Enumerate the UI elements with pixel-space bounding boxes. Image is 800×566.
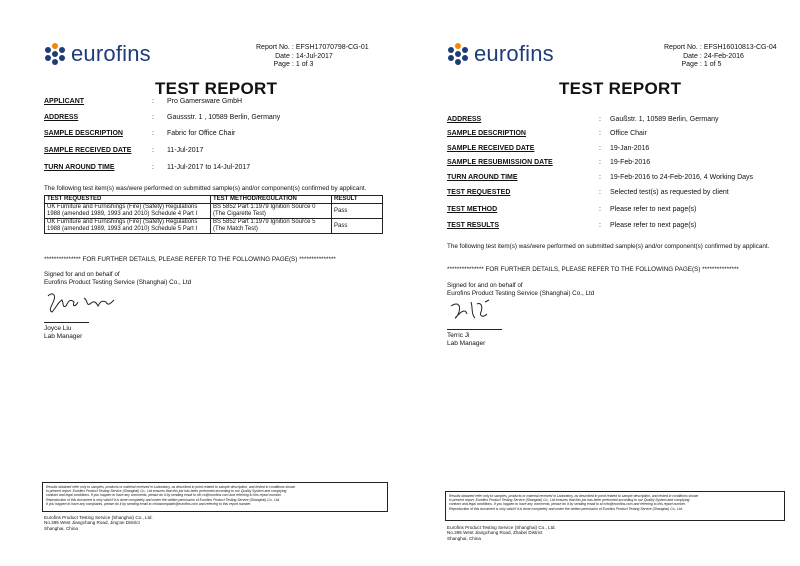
- field-label: TEST METHOD: [447, 206, 498, 213]
- intro-text: The following test item(s) was/were performed on submitted sample(s) and/or component(s) confirmed by applicant.: [44, 185, 367, 192]
- field-label: ADDRESS: [447, 116, 482, 123]
- field-label: ADDRESS: [44, 114, 79, 121]
- report-meta: Report No. : EFSH16010813-CG-04 Date : 24-Feb-2016 Page : 1 of 5: [664, 44, 777, 68]
- field-label: TURN AROUND TIME: [44, 164, 115, 171]
- eurofins-logo: [44, 42, 151, 66]
- field-value: Please refer to next page(s): [610, 206, 697, 213]
- signed-on-behalf: Signed for and on behalf of Eurofins Product Testing Service (Shanghai) Co., Ltd: [44, 271, 192, 286]
- signature-line: [447, 329, 502, 330]
- field-sample-received-date: SAMPLE RECEIVED DATE : 19-Jan-2016: [447, 145, 650, 152]
- field-value: 19-Jan-2016: [610, 145, 650, 152]
- page-number: 1 of 3: [295, 61, 314, 68]
- field-sample-description: SAMPLE DESCRIPTION : Fabric for Office Chair: [44, 130, 236, 137]
- date-label: Date: [683, 52, 698, 60]
- field-test-method: TEST METHOD : Please refer to next page(s): [447, 206, 697, 213]
- signature-image: [44, 288, 124, 318]
- result-cell: Pass: [332, 219, 383, 234]
- column-header: TEST REQUESTED: [45, 196, 211, 204]
- signer-block: [447, 332, 485, 348]
- signer-name: Terric Ji: [447, 332, 470, 339]
- test-method-cell: BS 5852 Part 1:1979 Ignition Source 0 (The Cigarette Test): [211, 204, 332, 219]
- test-method-cell: BS 5852 Part 1:1979 Ignition Source 5 (The Match Test): [211, 219, 332, 234]
- field-sample-received-date: SAMPLE RECEIVED DATE : 11-Jul-2017: [44, 147, 204, 154]
- company-address: Eurofins Product Testing Service (Shanghai) Co., Ltd. No.395 West Jiangchang Road, Zhabei District Shanghai, China: [447, 525, 556, 541]
- field-value: 19-Feb-2016 to 24-Feb-2016, 4 Working Days: [610, 174, 754, 181]
- report-title: TEST REPORT: [559, 79, 682, 98]
- test-requested-cell: UK Furniture and Furnishings (Fire) (Safety) Regulations 1988 (amended 1989, 1993 and 2010) Schedule 5 Part I: [45, 219, 211, 234]
- eurofins-logo-icon: [447, 43, 469, 65]
- eurofins-logo-icon: [44, 43, 66, 65]
- page-label: Page: [273, 61, 290, 68]
- field-label: SAMPLE DESCRIPTION: [447, 130, 526, 137]
- field-test-requested: TEST REQUESTED : Selected test(s) as requested by client: [447, 189, 729, 196]
- test-requested-cell: UK Furniture and Furnishings (Fire) (Safety) Regulations 1988 (amended 1989, 1993 and 2010) Schedule 4 Part I: [45, 204, 211, 219]
- field-value: Office Chair: [610, 130, 647, 137]
- report-no-label: Report No.: [664, 44, 698, 51]
- table-row: [45, 219, 383, 234]
- result-cell: Pass: [332, 204, 383, 219]
- signature-line: [44, 322, 89, 323]
- field-sample-resubmission-date: SAMPLE RESUBMISSION DATE : 19-Feb-2016: [447, 159, 651, 166]
- field-address: ADDRESS : Gaussstr. 1 , 10589 Berlin, Germany: [44, 114, 281, 121]
- field-sample-description: SAMPLE DESCRIPTION : Office Chair: [447, 130, 647, 137]
- company-address: Eurofins Product Testing Service (Shanghai) Co., Ltd. No.395 West Jiangchang Road, Jing'an District Shanghai, China: [44, 515, 153, 531]
- column-header: RESULT: [332, 196, 383, 204]
- signer-title: Lab Manager: [44, 333, 83, 340]
- field-value: Gaussstr. 1 , 10589 Berlin, Germany: [167, 114, 281, 121]
- disclaimer-box: Results obtained refer only to samples, products or material received in Laboratory, as described in point related to sample description, and tested in conditions shown in present report. Eurofins Product Testing Service (Shanghai) Co., Ltd ensures that this job has been performed according to our Quality System and complying contract and legal conditions. If you happen to have any comments, please do it by sending email to sh.info@eurofins.com and referring to this report number. Reproduction of this document is only valid if it is done completely and under the written permission of Eurofins Product Testing Service (Shanghai) Co., Ltd.: [445, 491, 785, 521]
- field-value: Gaußstr. 1, 10589 Berlin, Germany: [610, 116, 719, 123]
- field-turn-around-time: TURN AROUND TIME : 11-Jul-2017 to 14-Jul-2017: [44, 164, 251, 171]
- date-label: Date: [275, 52, 290, 60]
- field-value: Selected test(s) as requested by client: [610, 189, 729, 196]
- report-no-label: Report No.: [256, 44, 290, 51]
- field-value: Pro Gamersware GmbH: [167, 98, 243, 105]
- further-details-note: *************** FOR FURTHER DETAILS, PLEASE REFER TO THE FOLLOWING PAGE(S) ***************: [44, 256, 336, 263]
- field-label: SAMPLE RECEIVED DATE: [44, 147, 132, 154]
- report-no: EFSH16010813-CG-04: [703, 44, 777, 51]
- field-label: APPLICANT: [44, 98, 85, 105]
- report-date: 14-Jul-2017: [295, 52, 333, 60]
- field-value: Fabric for Office Chair: [167, 130, 236, 137]
- test-report-page-2: [400, 0, 800, 566]
- eurofins-logo: [447, 42, 554, 66]
- field-test-results: TEST RESULTS : Please refer to next page(s): [447, 222, 697, 229]
- signer-block: [44, 325, 82, 341]
- field-label: TEST REQUESTED: [447, 189, 511, 196]
- report-title: TEST REPORT: [155, 79, 278, 98]
- results-table: [44, 195, 383, 234]
- field-value: 11-Jul-2017 to 14-Jul-2017: [167, 164, 251, 171]
- intro-text: The following test item(s) was/were performed on submitted sample(s) and/or component(s) confirmed by applicant.: [447, 243, 770, 250]
- field-turn-around-time: TURN AROUND TIME : 19-Feb-2016 to 24-Feb-2016, 4 Working Days: [447, 174, 754, 181]
- signature-image: [447, 296, 507, 324]
- signed-on-behalf: Signed for and on behalf of Eurofins Product Testing Service (Shanghai) Co., Ltd: [447, 282, 595, 297]
- column-header: TEST METHOD/REGULATION: [211, 196, 332, 204]
- further-details-note: *************** FOR FURTHER DETAILS, PLEASE REFER TO THE FOLLOWING PAGE(S) ***************: [447, 266, 739, 273]
- field-label: SAMPLE RECEIVED DATE: [447, 145, 535, 152]
- field-label: TURN AROUND TIME: [447, 174, 518, 181]
- page-label: Page: [681, 61, 698, 68]
- eurofins-wordmark: eurofins: [71, 41, 151, 66]
- signer-title: Lab Manager: [447, 340, 486, 347]
- field-value: 11-Jul-2017: [167, 147, 204, 154]
- disclaimer-box: Results obtained refer only to samples, products or material received in Laboratory, as described in point related to sample description, and tested in conditions shown in present report. Eurofins Product Testing Service (Shanghai) Co., Ltd ensures that this job has been performed according to our Quality System and complying contract and legal conditions. If you happen to have any comments, please do it by sending email to cth.cs@eurofins.com and referring to this report number. Reproduction of this document is only valid if it is done completely and under the written permission of Eurofins Product Testing Service (Shanghai) Co., Ltd. If you happen to have any complaints, please do it by sending email to chinacomplaint@eurofins.com and referring to this report number.: [42, 482, 388, 512]
- signer-name: Joyce Liu: [44, 325, 72, 332]
- field-label: SAMPLE DESCRIPTION: [44, 130, 123, 137]
- table-header-row: [45, 196, 383, 204]
- field-value: Please refer to next page(s): [610, 222, 697, 229]
- report-date: 24-Feb-2016: [703, 52, 744, 60]
- eurofins-wordmark: eurofins: [474, 41, 554, 66]
- table-row: [45, 204, 383, 219]
- field-address: ADDRESS : Gaußstr. 1, 10589 Berlin, Germany: [447, 116, 719, 123]
- field-label: SAMPLE RESUBMISSION DATE: [447, 159, 553, 166]
- page-number: 1 of 5: [703, 61, 722, 68]
- field-label: TEST RESULTS: [447, 222, 499, 229]
- report-no: EFSH17070798-CG-01: [295, 44, 369, 51]
- report-meta: Report No. : EFSH17070798-CG-01 Date : 14-Jul-2017 Page : 1 of 3: [256, 44, 369, 68]
- field-applicant: APPLICANT : Pro Gamersware GmbH: [44, 98, 243, 105]
- field-value: 19-Feb-2016: [610, 159, 651, 166]
